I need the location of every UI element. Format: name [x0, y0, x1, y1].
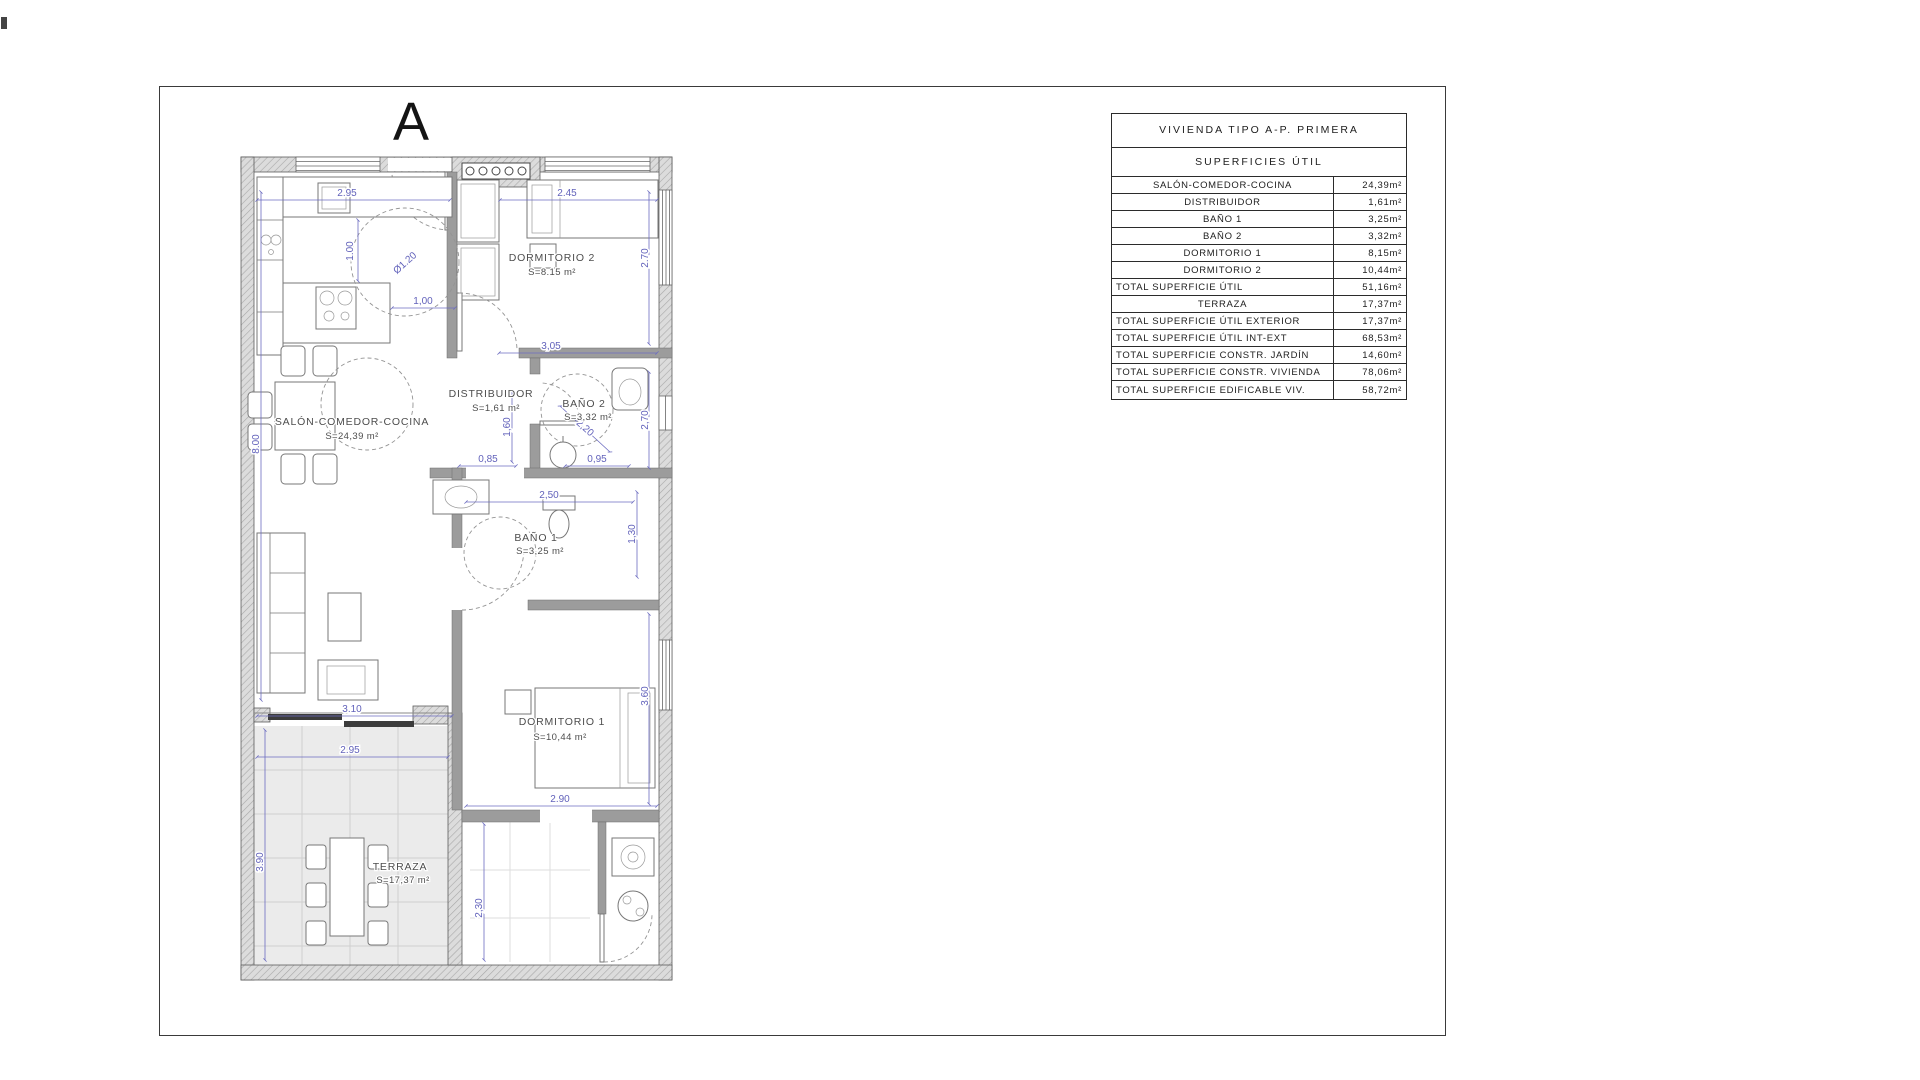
dimension-label: 3,05 — [541, 341, 561, 352]
room-label-dormitorio2: DORMITORIO 2 — [508, 252, 596, 264]
table-row-value: 68,53m² — [1362, 332, 1402, 344]
table-row-label: DORMITORIO 2 — [1112, 262, 1334, 278]
table-row-label: TOTAL SUPERFICIE CONSTR. JARDÍN — [1112, 347, 1334, 363]
room-label-dormitorio1: DORMITORIO 1 — [518, 716, 606, 728]
dimension-label: 1,00 — [413, 296, 433, 307]
room-area-salon: S=24,39 m² — [325, 431, 379, 442]
table-row — [1112, 364, 1406, 381]
dimension-label: 3.90 — [255, 852, 266, 872]
table-row-value: 24,39m² — [1362, 179, 1402, 191]
room-label-distribuidor: DISTRIBUIDOR — [448, 388, 534, 400]
table-row — [1112, 262, 1406, 279]
table-row-value: 17,37m² — [1362, 315, 1402, 327]
table-row-label: BAÑO 2 — [1112, 228, 1334, 244]
table-row-label: DORMITORIO 1 — [1112, 245, 1334, 261]
table-row-label: TOTAL SUPERFICIE ÚTIL EXTERIOR — [1112, 313, 1334, 329]
dimension-label: 2.90 — [550, 794, 570, 805]
table-row-value: 17,37m² — [1362, 298, 1402, 310]
dimension-label: 2.70 — [640, 248, 651, 268]
table-row-label: BAÑO 1 — [1112, 211, 1334, 227]
living-room-furniture — [257, 533, 378, 700]
dimension-label: 0,95 — [587, 454, 607, 465]
table-row-label: TOTAL SUPERFICIE ÚTIL INT-EXT — [1112, 330, 1334, 346]
dimension-label: 1.00 — [345, 241, 356, 261]
dimension-label: 8.00 — [251, 434, 262, 454]
dimension-label: Ø1.20 — [391, 250, 420, 277]
table-row-value: 3,32m² — [1368, 230, 1402, 242]
table-row — [1112, 381, 1406, 399]
plan-letter-title: A — [393, 92, 431, 152]
dimension-label: 2,30 — [474, 898, 485, 918]
table-row-value: 51,16m² — [1362, 281, 1402, 293]
dimension-label: 2.95 — [340, 745, 360, 756]
table-row-label: SALÓN-COMEDOR-COCINA — [1112, 177, 1334, 193]
dimension-label: 1,60 — [502, 417, 513, 437]
table-row-value: 10,44m² — [1362, 264, 1402, 276]
surfaces-table — [1111, 113, 1407, 400]
table-row-label: TOTAL SUPERFICIE CONSTR. VIVIENDA — [1112, 364, 1334, 380]
table-row-value: 8,15m² — [1368, 247, 1402, 259]
table-row-value: 14,60m² — [1362, 349, 1402, 361]
dimension-label: 2,50 — [539, 490, 559, 501]
table-row-value: 58,72m² — [1362, 384, 1402, 396]
room-label-bano2: BAÑO 2 — [562, 398, 606, 410]
table-row-label: TOTAL SUPERFICIE ÚTIL — [1112, 279, 1334, 295]
table-row — [1112, 177, 1406, 194]
room-area-bano2: S=3,32 m² — [564, 412, 612, 423]
dimension-label: 0,85 — [478, 454, 498, 465]
table-row — [1112, 228, 1406, 245]
dimension-label: 2,20 — [573, 417, 596, 439]
room-area-dormitorio1: S=10,44 m² — [533, 732, 587, 743]
utility-fixtures — [612, 838, 654, 921]
table-row — [1112, 279, 1406, 296]
room-label-salon: SALÓN-COMEDOR-COCINA — [274, 416, 430, 428]
table-row-value: 78,06m² — [1362, 366, 1402, 378]
table-row-value: 3,25m² — [1368, 213, 1402, 225]
kitchen-units — [257, 177, 452, 355]
dimension-label: 3.10 — [342, 704, 362, 715]
room-area-distribuidor: S=1,61 m² — [472, 403, 520, 414]
patio-floor-grid — [470, 822, 590, 962]
table-row — [1112, 296, 1406, 313]
table-row-label: TOTAL SUPERFICIE EDIFICABLE VIV. — [1112, 381, 1334, 399]
wardrobes — [457, 180, 499, 300]
table-row — [1112, 245, 1406, 262]
room-label-bano1: BAÑO 1 — [514, 532, 558, 544]
kitchen-cooktop — [316, 287, 356, 329]
dimension-label: 2.45 — [557, 188, 577, 199]
page-corner-mark — [1, 17, 7, 29]
surfaces-table-body — [1112, 177, 1406, 399]
table-row-value: 1,61m² — [1368, 196, 1402, 208]
table-row — [1112, 313, 1406, 330]
table-row — [1112, 347, 1406, 364]
surfaces-table-title: VIVIENDA TIPO A-P. PRIMERA — [1112, 114, 1406, 148]
terrace-furniture — [306, 838, 388, 945]
table-row — [1112, 194, 1406, 211]
floor-plan — [238, 150, 680, 988]
dimension-label: 3.60 — [640, 686, 651, 706]
surfaces-table-subtitle: SUPERFICIES ÚTIL — [1112, 148, 1406, 177]
room-area-terraza: S=17,37 m² — [376, 875, 430, 886]
room-label-terraza: TERRAZA — [372, 861, 428, 873]
dimension-label: 2,70 — [640, 410, 651, 430]
table-row — [1112, 330, 1406, 347]
room-area-bano1: S=3,25 m² — [516, 546, 564, 557]
dimension-label: 2.95 — [337, 188, 357, 199]
room-area-dormitorio2: S=8.15 m² — [528, 267, 576, 278]
table-row — [1112, 211, 1406, 228]
table-row-label: TERRAZA — [1112, 296, 1334, 312]
table-row-label: DISTRIBUIDOR — [1112, 194, 1334, 210]
dimension-label: 1,30 — [627, 524, 638, 544]
